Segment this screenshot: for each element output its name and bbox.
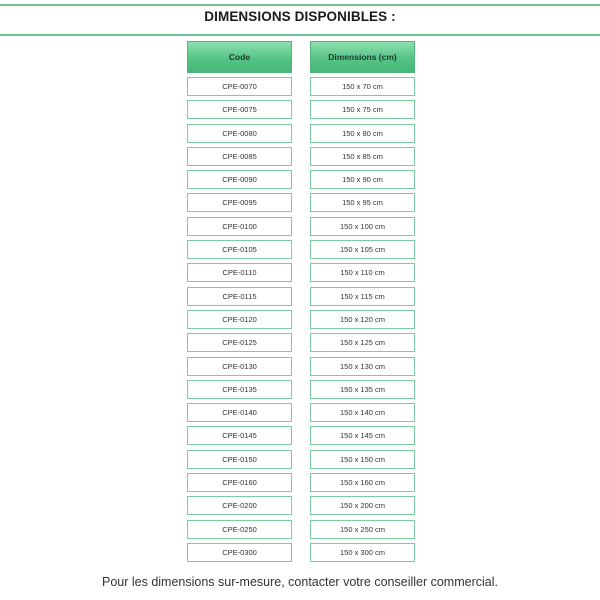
table-row — [187, 124, 415, 147]
code-cell: CPE-0110 — [187, 263, 292, 282]
table-row — [187, 100, 415, 123]
table-body — [187, 77, 415, 566]
title-divider — [0, 34, 600, 36]
top-divider — [0, 4, 600, 6]
code-cell: CPE-0145 — [187, 426, 292, 445]
table-row — [187, 333, 415, 356]
code-cell: CPE-0115 — [187, 287, 292, 306]
table-row — [187, 357, 415, 380]
dimensions-table — [187, 41, 415, 566]
table-row — [187, 170, 415, 193]
code-cell: CPE-0150 — [187, 450, 292, 469]
table-row — [187, 240, 415, 263]
code-cell: CPE-0140 — [187, 403, 292, 422]
table-row — [187, 287, 415, 310]
dimension-cell: 150 x 160 cm — [310, 473, 415, 492]
dimension-cell: 150 x 75 cm — [310, 100, 415, 119]
dimension-cell: 150 x 130 cm — [310, 357, 415, 376]
table-row — [187, 473, 415, 496]
table-row — [187, 263, 415, 286]
dimension-cell: 150 x 105 cm — [310, 240, 415, 259]
table-row — [187, 403, 415, 426]
table-row — [187, 77, 415, 100]
dimension-cell: 150 x 200 cm — [310, 496, 415, 515]
code-cell: CPE-0200 — [187, 496, 292, 515]
code-cell: CPE-0135 — [187, 380, 292, 399]
dimension-cell: 150 x 80 cm — [310, 124, 415, 143]
dimension-cell: 150 x 250 cm — [310, 520, 415, 539]
table-row — [187, 217, 415, 240]
dimension-cell: 150 x 135 cm — [310, 380, 415, 399]
header-dimensions: Dimensions (cm) — [310, 41, 415, 73]
dimension-cell: 150 x 125 cm — [310, 333, 415, 352]
footer-note: Pour les dimensions sur-mesure, contacter votre conseiller commercial. — [102, 575, 498, 589]
code-cell: CPE-0250 — [187, 520, 292, 539]
code-cell: CPE-0085 — [187, 147, 292, 166]
code-cell: CPE-0095 — [187, 193, 292, 212]
code-cell: CPE-0075 — [187, 100, 292, 119]
code-cell: CPE-0105 — [187, 240, 292, 259]
dimension-cell: 150 x 150 cm — [310, 450, 415, 469]
dimension-cell: 150 x 145 cm — [310, 426, 415, 445]
dimension-cell: 150 x 120 cm — [310, 310, 415, 329]
code-cell: CPE-0300 — [187, 543, 292, 562]
code-cell: CPE-0125 — [187, 333, 292, 352]
code-cell: CPE-0120 — [187, 310, 292, 329]
table-row — [187, 310, 415, 333]
table-row — [187, 543, 415, 566]
code-cell: CPE-0100 — [187, 217, 292, 236]
header-code: Code — [187, 41, 292, 73]
dimension-cell: 150 x 300 cm — [310, 543, 415, 562]
dimension-cell: 150 x 100 cm — [310, 217, 415, 236]
dimension-cell: 150 x 70 cm — [310, 77, 415, 96]
code-cell: CPE-0070 — [187, 77, 292, 96]
code-cell: CPE-0160 — [187, 473, 292, 492]
code-cell: CPE-0130 — [187, 357, 292, 376]
table-row — [187, 147, 415, 170]
code-cell: CPE-0090 — [187, 170, 292, 189]
dimension-cell: 150 x 95 cm — [310, 193, 415, 212]
table-row — [187, 380, 415, 403]
table-row — [187, 450, 415, 473]
dimension-cell: 150 x 115 cm — [310, 287, 415, 306]
table-row — [187, 520, 415, 543]
table-row — [187, 193, 415, 216]
table-row — [187, 496, 415, 519]
page-title: DIMENSIONS DISPONIBLES : — [204, 9, 396, 24]
code-cell: CPE-0080 — [187, 124, 292, 143]
table-row — [187, 426, 415, 449]
dimension-cell: 150 x 85 cm — [310, 147, 415, 166]
dimension-cell: 150 x 140 cm — [310, 403, 415, 422]
table-header-row — [187, 41, 415, 73]
dimension-cell: 150 x 110 cm — [310, 263, 415, 282]
dimension-cell: 150 x 90 cm — [310, 170, 415, 189]
